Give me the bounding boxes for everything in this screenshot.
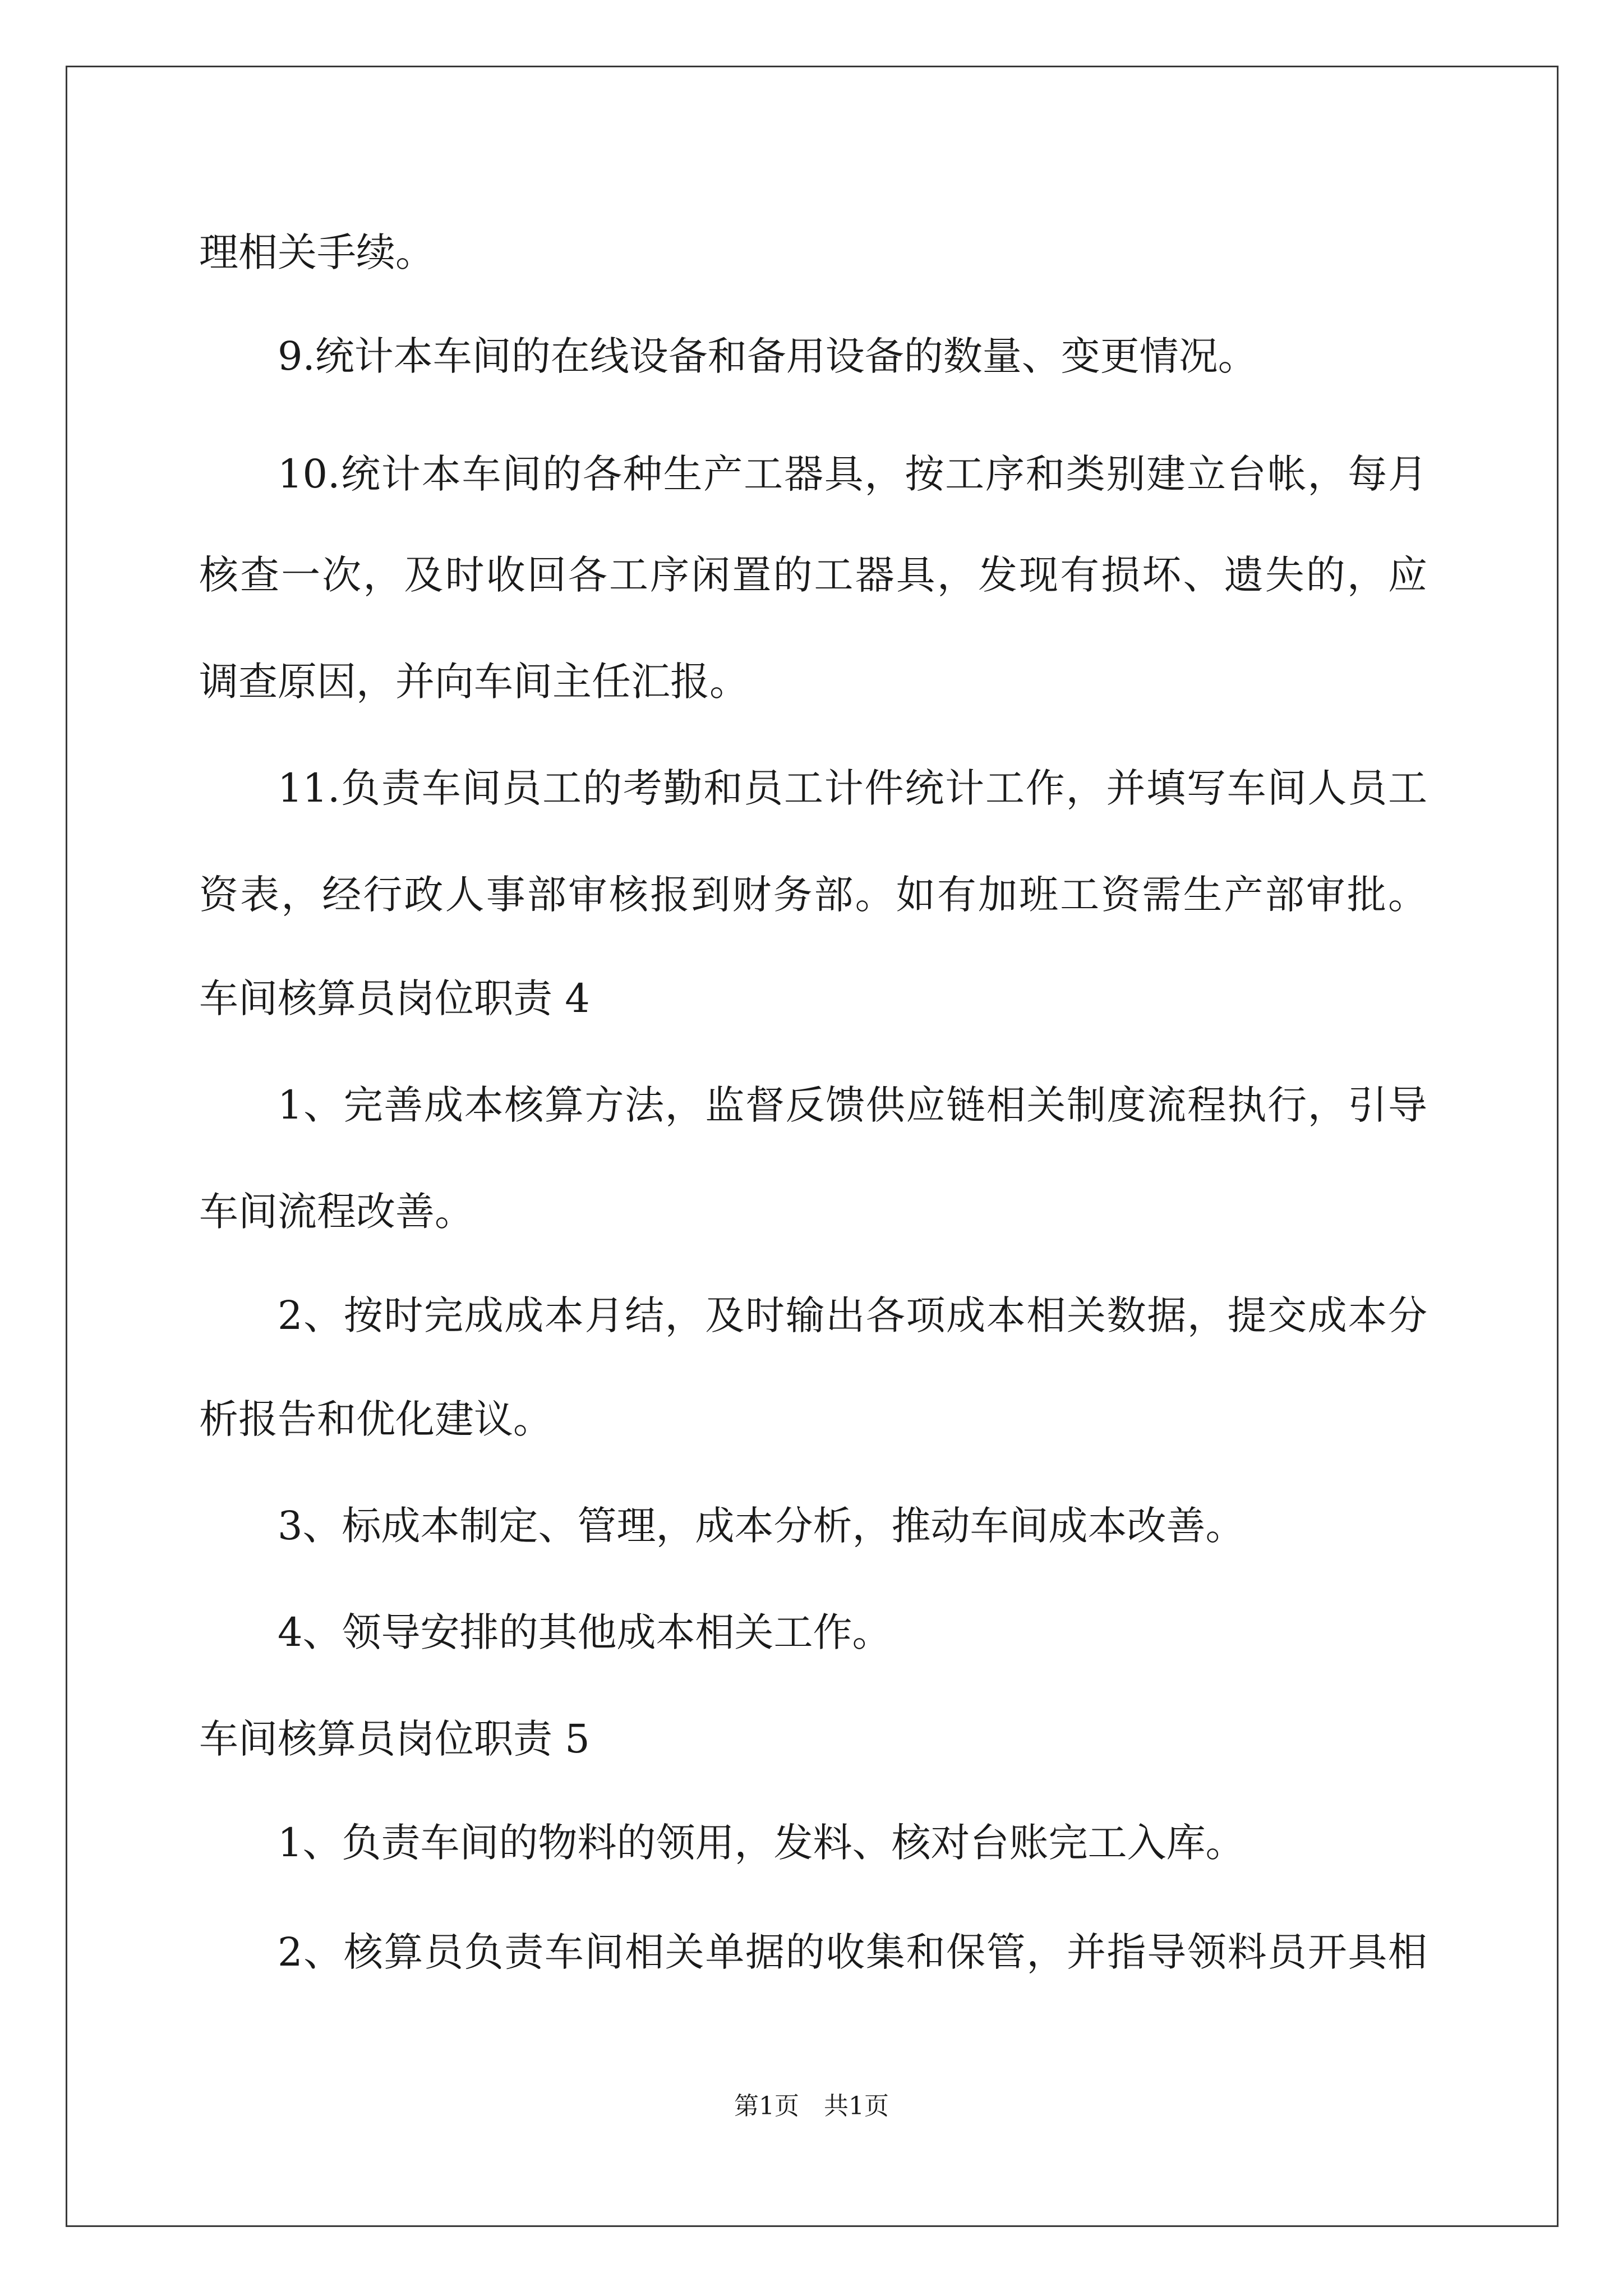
text-line: 2、按时完成成本月结，及时输出各项成本相关数据，提交成本分 — [278, 1292, 1427, 1338]
text-line: 资表，经行政人事部审核报到财务部。如有加班工资需生产部审批。 — [199, 872, 1427, 918]
text-line: 车间流程改善。 — [199, 1189, 474, 1235]
text-line: 调查原因，并向车间主任汇报。 — [199, 659, 749, 705]
text-line: 析报告和优化建议。 — [199, 1396, 552, 1442]
text-line: 核查一次，及时收回各工序闲置的工器具，发现有损坏、遗失的，应 — [199, 552, 1427, 598]
document-body — [199, 0, 1427, 2296]
text-line: 10.统计本车间的各种生产工器具，按工序和类别建立台帐，每月 — [278, 451, 1427, 497]
text-line: 3、标成本制定、管理，成本分析，推动车间成本改善。 — [278, 1503, 1245, 1549]
text-line: 1、负责车间的物料的领用，发料、核对台账完工入库。 — [278, 1820, 1245, 1866]
page-footer: 第1页 共1页 — [734, 2092, 889, 2120]
text-line: 4、领导安排的其他成本相关工作。 — [278, 1609, 892, 1655]
section-heading: 车间核算员岗位职责 4 — [199, 976, 590, 1022]
text-line: 11.负责车间员工的考勤和员工计件统计工作，并填写车间人员工 — [278, 765, 1427, 811]
text-line: 9.统计本车间的在线设备和备用设备的数量、变更情况。 — [278, 333, 1257, 379]
text-line: 理相关手续。 — [199, 229, 435, 275]
text-line: 1、完善成本核算方法，监督反馈供应链相关制度流程执行，引导 — [278, 1082, 1427, 1128]
text-line: 2、核算员负责车间相关单据的收集和保管，并指导领料员开具相 — [278, 1929, 1427, 1975]
section-heading: 车间核算员岗位职责 5 — [199, 1716, 590, 1762]
